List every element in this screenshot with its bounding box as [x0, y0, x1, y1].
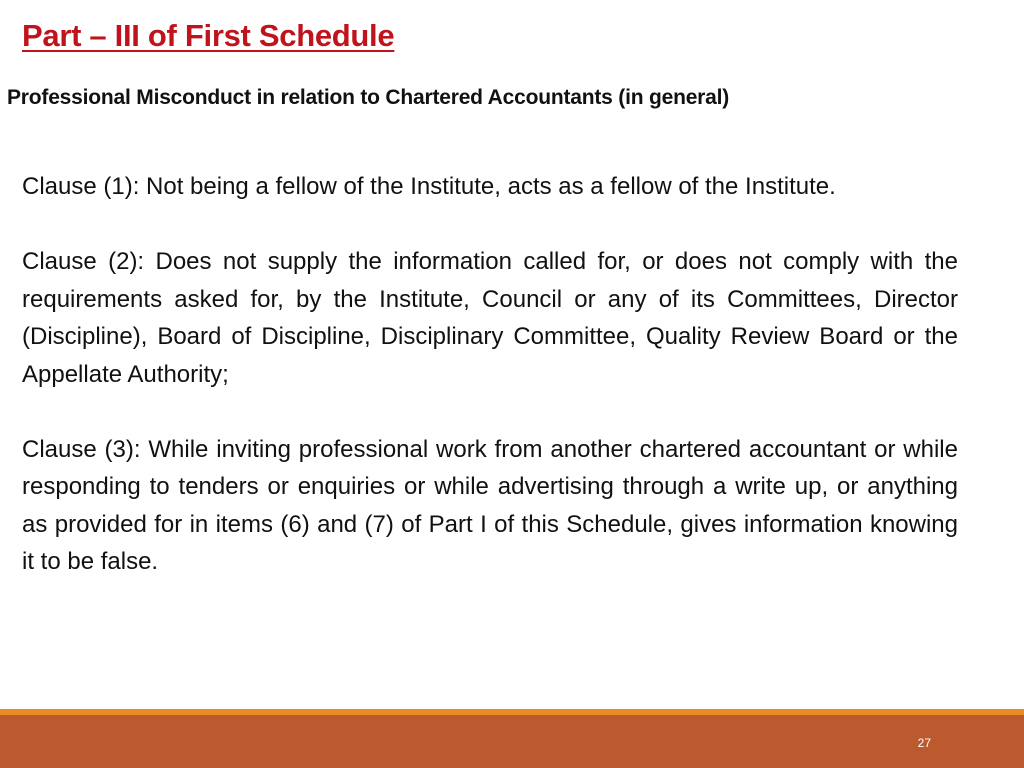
slide-title: Part – III of First Schedule — [22, 18, 395, 53]
footer-band — [0, 715, 1024, 768]
clause-3: Clause (3): While inviting professional work from another chartered accountant or while responding to tenders or enquiries or while advertising through a write up, or anything as provided for in items (6) and (7) of Part I of this Schedule, gives information knowing it to be false. — [22, 435, 958, 575]
page-number: 27 — [917, 736, 931, 750]
slide-subtitle: Professional Misconduct in relation to Chartered Accountants (in general) — [7, 86, 730, 109]
clause-list — [22, 168, 958, 618]
clause-2: Clause (2): Does not supply the information called for, or does not comply with the requirements asked for, by the Institute, Council or any of its Committees, Director (Discipline), Board of Discipline, Disciplinary Committee, Quality Review Board or the Appellate Authority; — [22, 248, 958, 388]
clause-1: Clause (1): Not being a fellow of the Institute, acts as a fellow of the Institute. — [22, 173, 836, 200]
